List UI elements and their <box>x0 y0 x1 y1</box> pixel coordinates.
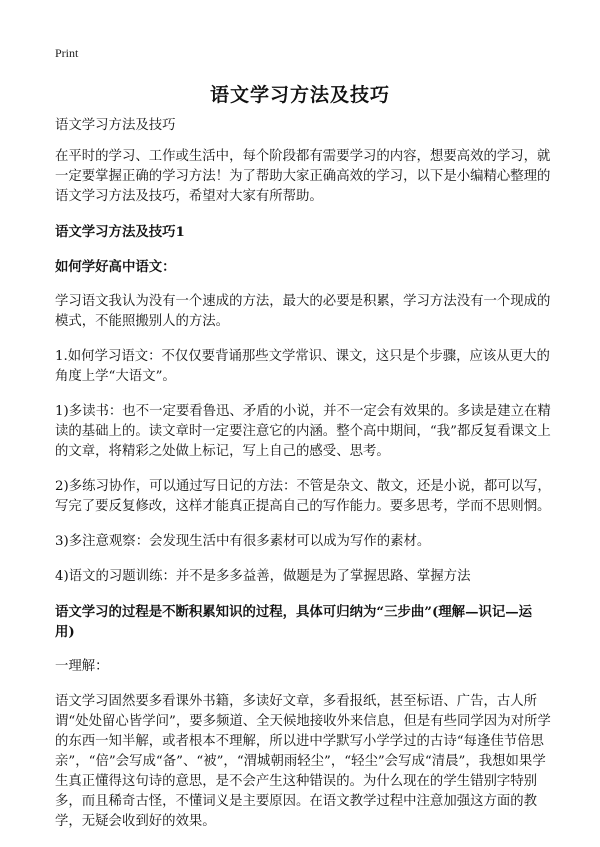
three-steps-heading: 语文学习的过程是不断积累知识的过程，具体可归纳为“三步曲”(理解—识记—运用) <box>55 604 533 640</box>
intro-paragraph: 在平时的学习、工作或生活中，每个阶段都有需要学习的内容，想要高效的学习，就一定要掌握正确的学习方法！为了帮助大家正确高效的学习，以下是小编精心整理的语文学习方法及技巧，希望对大家有所帮助。 <box>55 149 551 204</box>
paragraph-5: 3)多注意观察：会发现生活中有很多素材可以成为写作的素材。 <box>55 534 431 549</box>
paragraph-2: 1.如何学习语文：不仅仅要背诵那些文学常识、课文，这只是个步骤，应该从更大的角度上学“大语文”。 <box>55 349 550 384</box>
article-body <box>55 116 551 847</box>
print-link[interactable]: Print <box>55 46 79 60</box>
section-subheading: 如何学好高中语文： <box>55 259 176 275</box>
paragraph-3: 1)多读书：也不一定要看鲁迅、矛盾的小说，并不一定会有效果的。多读是建立在精读的基础上的。读文章时一定要注意它的内涵。整个高中期间，“我”都反复看课文上的文章，将精彩之处做上标记，写上自己的感受、思考。 <box>55 404 551 459</box>
paragraph-6: 4)语文的习题训练：并不是多多益善，做题是为了掌握思路、掌握方法 <box>55 569 471 584</box>
step-understanding-label: 一理解： <box>55 659 109 674</box>
article-subtitle: 语文学习方法及技巧 <box>55 118 176 133</box>
paragraph-4: 2)多练习协作，可以通过写日记的方法：不管是杂文、散文，还是小说，都可以写，写完了要反复修改，这样才能真正提高自己的写作能力。要多思考，学而不思则惘。 <box>55 479 551 514</box>
section-heading: 语文学习方法及技巧1 <box>55 224 185 240</box>
page-title: 语文学习方法及技巧 <box>209 84 390 106</box>
paragraph-1: 学习语文我认为没有一个速成的方法，最大的必要是积累，学习方法没有一个现成的模式，不能照搬别人的方法。 <box>55 294 551 329</box>
paragraph-7: 语文学习固然要多看课外书籍，多读好文章，多看报纸，甚至标语、广告，古人所谓“处处留心皆学问”，要多频道、全天候地接收外来信息，但是有些同学因为对所学的东西一知半解，或者根本不理解，所以进中学默写小学学过的古诗“每逢佳节倍思亲”，“倍”会写成“备”、“被”，“渭城朝雨轻尘”，“轻尘”会写成“清晨”，我想如果学生真正懂得这句诗的意思，是不会产生这种错误的。为什么现在的学生错别字特别多，而且稀奇古怪，不懂词义是主要原因。在语文教学过程中注意加强这方面的教学，无疑会收到好的效果。 <box>55 694 551 829</box>
